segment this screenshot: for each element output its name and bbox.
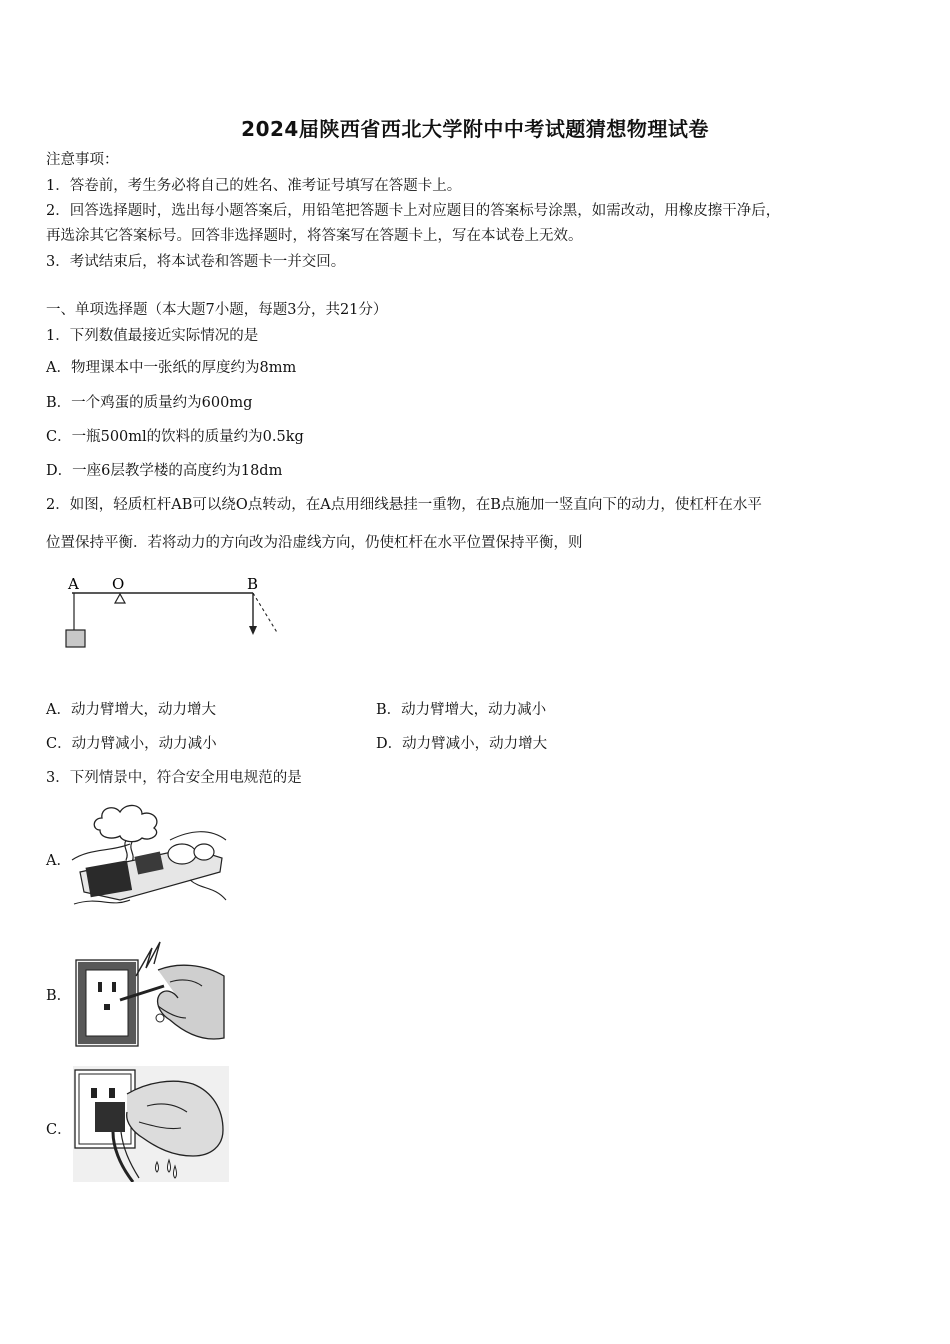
q3-option-a-label: A． xyxy=(46,853,71,869)
q1-option-d: D．一座6层教学楼的高度约为18dm xyxy=(46,463,283,479)
notice-item-3: 3．考试结束后，将本试卷和答题卡一并交回。 xyxy=(46,254,346,270)
q3-stem: 3．下列情景中，符合安全用电规范的是 xyxy=(46,770,302,786)
dashed-force-line xyxy=(253,593,278,634)
q3-option-b-label: B． xyxy=(46,988,72,1004)
label-b: B xyxy=(247,575,259,593)
notice-item-2: 2．回答选择题时，选出每小题答案后，用铅笔把答题卡上对应题目的答案标号涂黑，如需改动，用橡皮擦干净后， xyxy=(46,203,781,219)
q3-option-c-label: C． xyxy=(46,1122,72,1138)
overloaded-strip-image xyxy=(70,800,230,912)
q2-option-d: D．动力臂减小，动力增大 xyxy=(376,736,548,752)
label-o: O xyxy=(112,575,125,593)
q2-stem-line2: 位置保持平衡．若将动力的方向改为沿虚线方向，仍使杠杆在水平位置保持平衡，则 xyxy=(46,535,583,551)
weight-block xyxy=(66,630,85,647)
force-arrow-head xyxy=(249,626,257,635)
socket-poking-image xyxy=(74,934,229,1048)
q2-option-a: A．动力臂增大，动力增大 xyxy=(46,702,216,718)
notice-heading: 注意事项： xyxy=(46,152,119,168)
q1-option-a: A．物理课本中一张纸的厚度约为8mm xyxy=(46,360,297,376)
label-a: A xyxy=(68,575,79,593)
q1-option-c: C．一瓶500ml的饮料的质量约为0.5kg xyxy=(46,429,304,445)
q2-option-b: B．动力臂增大，动力减小 xyxy=(376,702,547,718)
notice-item-2-cont: 再选涂其它答案标号。回答非选择题时，将答案写在答题卡上，写在本试卷上无效。 xyxy=(46,228,583,244)
q1-stem: 1．下列数值最接近实际情况的是 xyxy=(46,328,259,344)
q1-option-b: B．一个鸡蛋的质量约为600mg xyxy=(46,395,253,411)
lever-figure xyxy=(60,572,290,652)
section-heading: 一、单项选择题（本大题7小题，每题3分，共21分） xyxy=(46,302,388,318)
q2-option-c: C．动力臂减小，动力减小 xyxy=(46,736,217,752)
page-title: 2024届陕西省西北大学附中中考试题猜想物理试卷 xyxy=(241,117,709,141)
notice-item-1: 1．答卷前，考生务必将自己的姓名、准考证号填写在答题卡上。 xyxy=(46,178,462,194)
fulcrum xyxy=(115,594,125,603)
q2-stem-line1: 2．如图，轻质杠杆AB可以绕O点转动，在A点用细线悬挂一重物，在B点施加一竖直向下的动力，使杠杆在水平 xyxy=(46,497,762,513)
wet-hand-plug-image xyxy=(73,1066,229,1182)
